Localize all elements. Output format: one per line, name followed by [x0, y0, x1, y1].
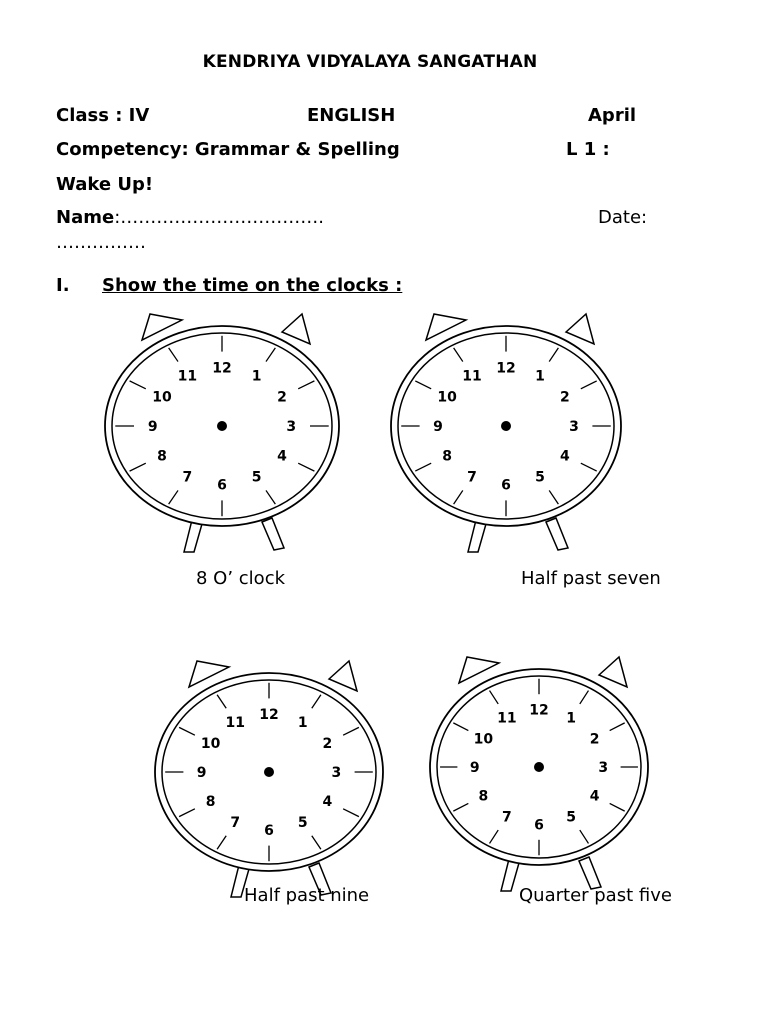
clock-numeral: 1 — [566, 710, 577, 727]
clock-numeral: 9 — [433, 419, 443, 435]
clock-2 — [378, 315, 648, 570]
clock-numeral: 1 — [535, 368, 545, 385]
name-line — [56, 207, 324, 228]
clock-numeral: 2 — [322, 736, 333, 753]
clock-center-dot — [534, 762, 544, 772]
section-instruction: Show the time on the clocks : — [102, 275, 403, 296]
clock-numeral: 11 — [462, 368, 482, 385]
clock-numeral: 6 — [501, 477, 511, 494]
clock-numeral: 8 — [205, 793, 216, 810]
clock-numeral: 2 — [560, 389, 570, 406]
clock-3 — [145, 660, 405, 910]
clock-numeral: 3 — [331, 765, 342, 781]
clock-numeral: 6 — [217, 477, 227, 494]
section-number: I. — [56, 275, 70, 296]
clock-3-caption: Half past nine — [244, 885, 370, 906]
clock-numeral: 9 — [196, 765, 207, 781]
lesson-title: Wake Up! — [56, 174, 154, 195]
clock-left-foot — [501, 859, 519, 891]
clock-numeral: 3 — [569, 419, 579, 435]
clock-numeral: 2 — [589, 731, 600, 748]
clock-numeral: 10 — [437, 389, 457, 406]
clock-right-bell — [282, 314, 310, 344]
clock-center-dot — [264, 767, 274, 777]
month-label: April — [588, 105, 637, 126]
clock-numeral: 12 — [212, 360, 232, 377]
clock-numeral: 3 — [286, 419, 297, 435]
clock-right-foot — [546, 518, 568, 550]
clock-numeral: 6 — [264, 822, 274, 839]
clock-numeral: 1 — [297, 714, 308, 731]
clock-center-dot — [501, 421, 511, 431]
subject-label: ENGLISH — [307, 105, 396, 126]
clock-numeral: 6 — [534, 817, 544, 834]
date-dots: …………… — [56, 232, 146, 253]
clock-numeral: 8 — [478, 788, 489, 805]
clock-1 — [95, 315, 365, 570]
date-label: Date: — [598, 207, 648, 228]
clock-numeral: 7 — [467, 469, 477, 486]
clock-right-foot — [262, 518, 284, 550]
clock-numeral: 2 — [277, 389, 287, 406]
clock-4-caption: Quarter past five — [519, 885, 672, 906]
clock-numeral: 5 — [535, 469, 545, 486]
clock-numeral: 11 — [225, 714, 246, 731]
clock-numeral: 4 — [589, 788, 600, 805]
clock-numeral: 12 — [496, 360, 516, 377]
clock-numeral: 7 — [501, 809, 512, 826]
clock-numeral: 1 — [251, 368, 262, 385]
class-label: Class : IV — [56, 105, 150, 126]
competency-label: Competency: Grammar & Spelling — [56, 139, 400, 160]
clock-numeral: 4 — [277, 448, 287, 465]
clock-numeral: 10 — [152, 389, 172, 406]
clock-numeral: 11 — [177, 368, 198, 385]
clock-numeral: 10 — [200, 736, 221, 753]
name-label: Name — [56, 207, 115, 228]
school-title: KENDRIYA VIDYALAYA SANGATHAN — [202, 52, 538, 72]
clock-numeral: 7 — [230, 815, 241, 832]
clock-numeral: 8 — [442, 448, 452, 465]
clock-1-caption: 8 O’ clock — [196, 568, 286, 589]
clock-2-caption: Half past seven — [521, 568, 661, 589]
clock-numeral: 4 — [322, 793, 333, 810]
clock-numeral: 5 — [251, 469, 262, 486]
name-dots: :……………………………. — [114, 207, 324, 228]
clock-numeral: 3 — [598, 760, 609, 776]
clock-right-bell — [599, 657, 627, 687]
clock-numeral: 10 — [473, 731, 494, 748]
clock-center-dot — [217, 421, 227, 431]
clock-numeral: 12 — [529, 702, 549, 719]
clock-numeral: 9 — [469, 760, 480, 776]
clock-numeral: 11 — [497, 710, 517, 727]
clock-numeral: 4 — [560, 448, 570, 465]
clock-numeral: 8 — [157, 448, 167, 465]
clock-numeral: 12 — [259, 707, 279, 724]
clock-numeral: 7 — [182, 469, 193, 486]
clock-right-bell — [329, 661, 357, 691]
clock-numeral: 5 — [566, 809, 577, 826]
lesson-number: L 1 : — [566, 139, 610, 160]
clock-numeral: 5 — [297, 815, 308, 832]
clock-numeral: 9 — [147, 419, 158, 435]
clock-right-bell — [566, 314, 594, 344]
clock-4 — [415, 660, 670, 910]
